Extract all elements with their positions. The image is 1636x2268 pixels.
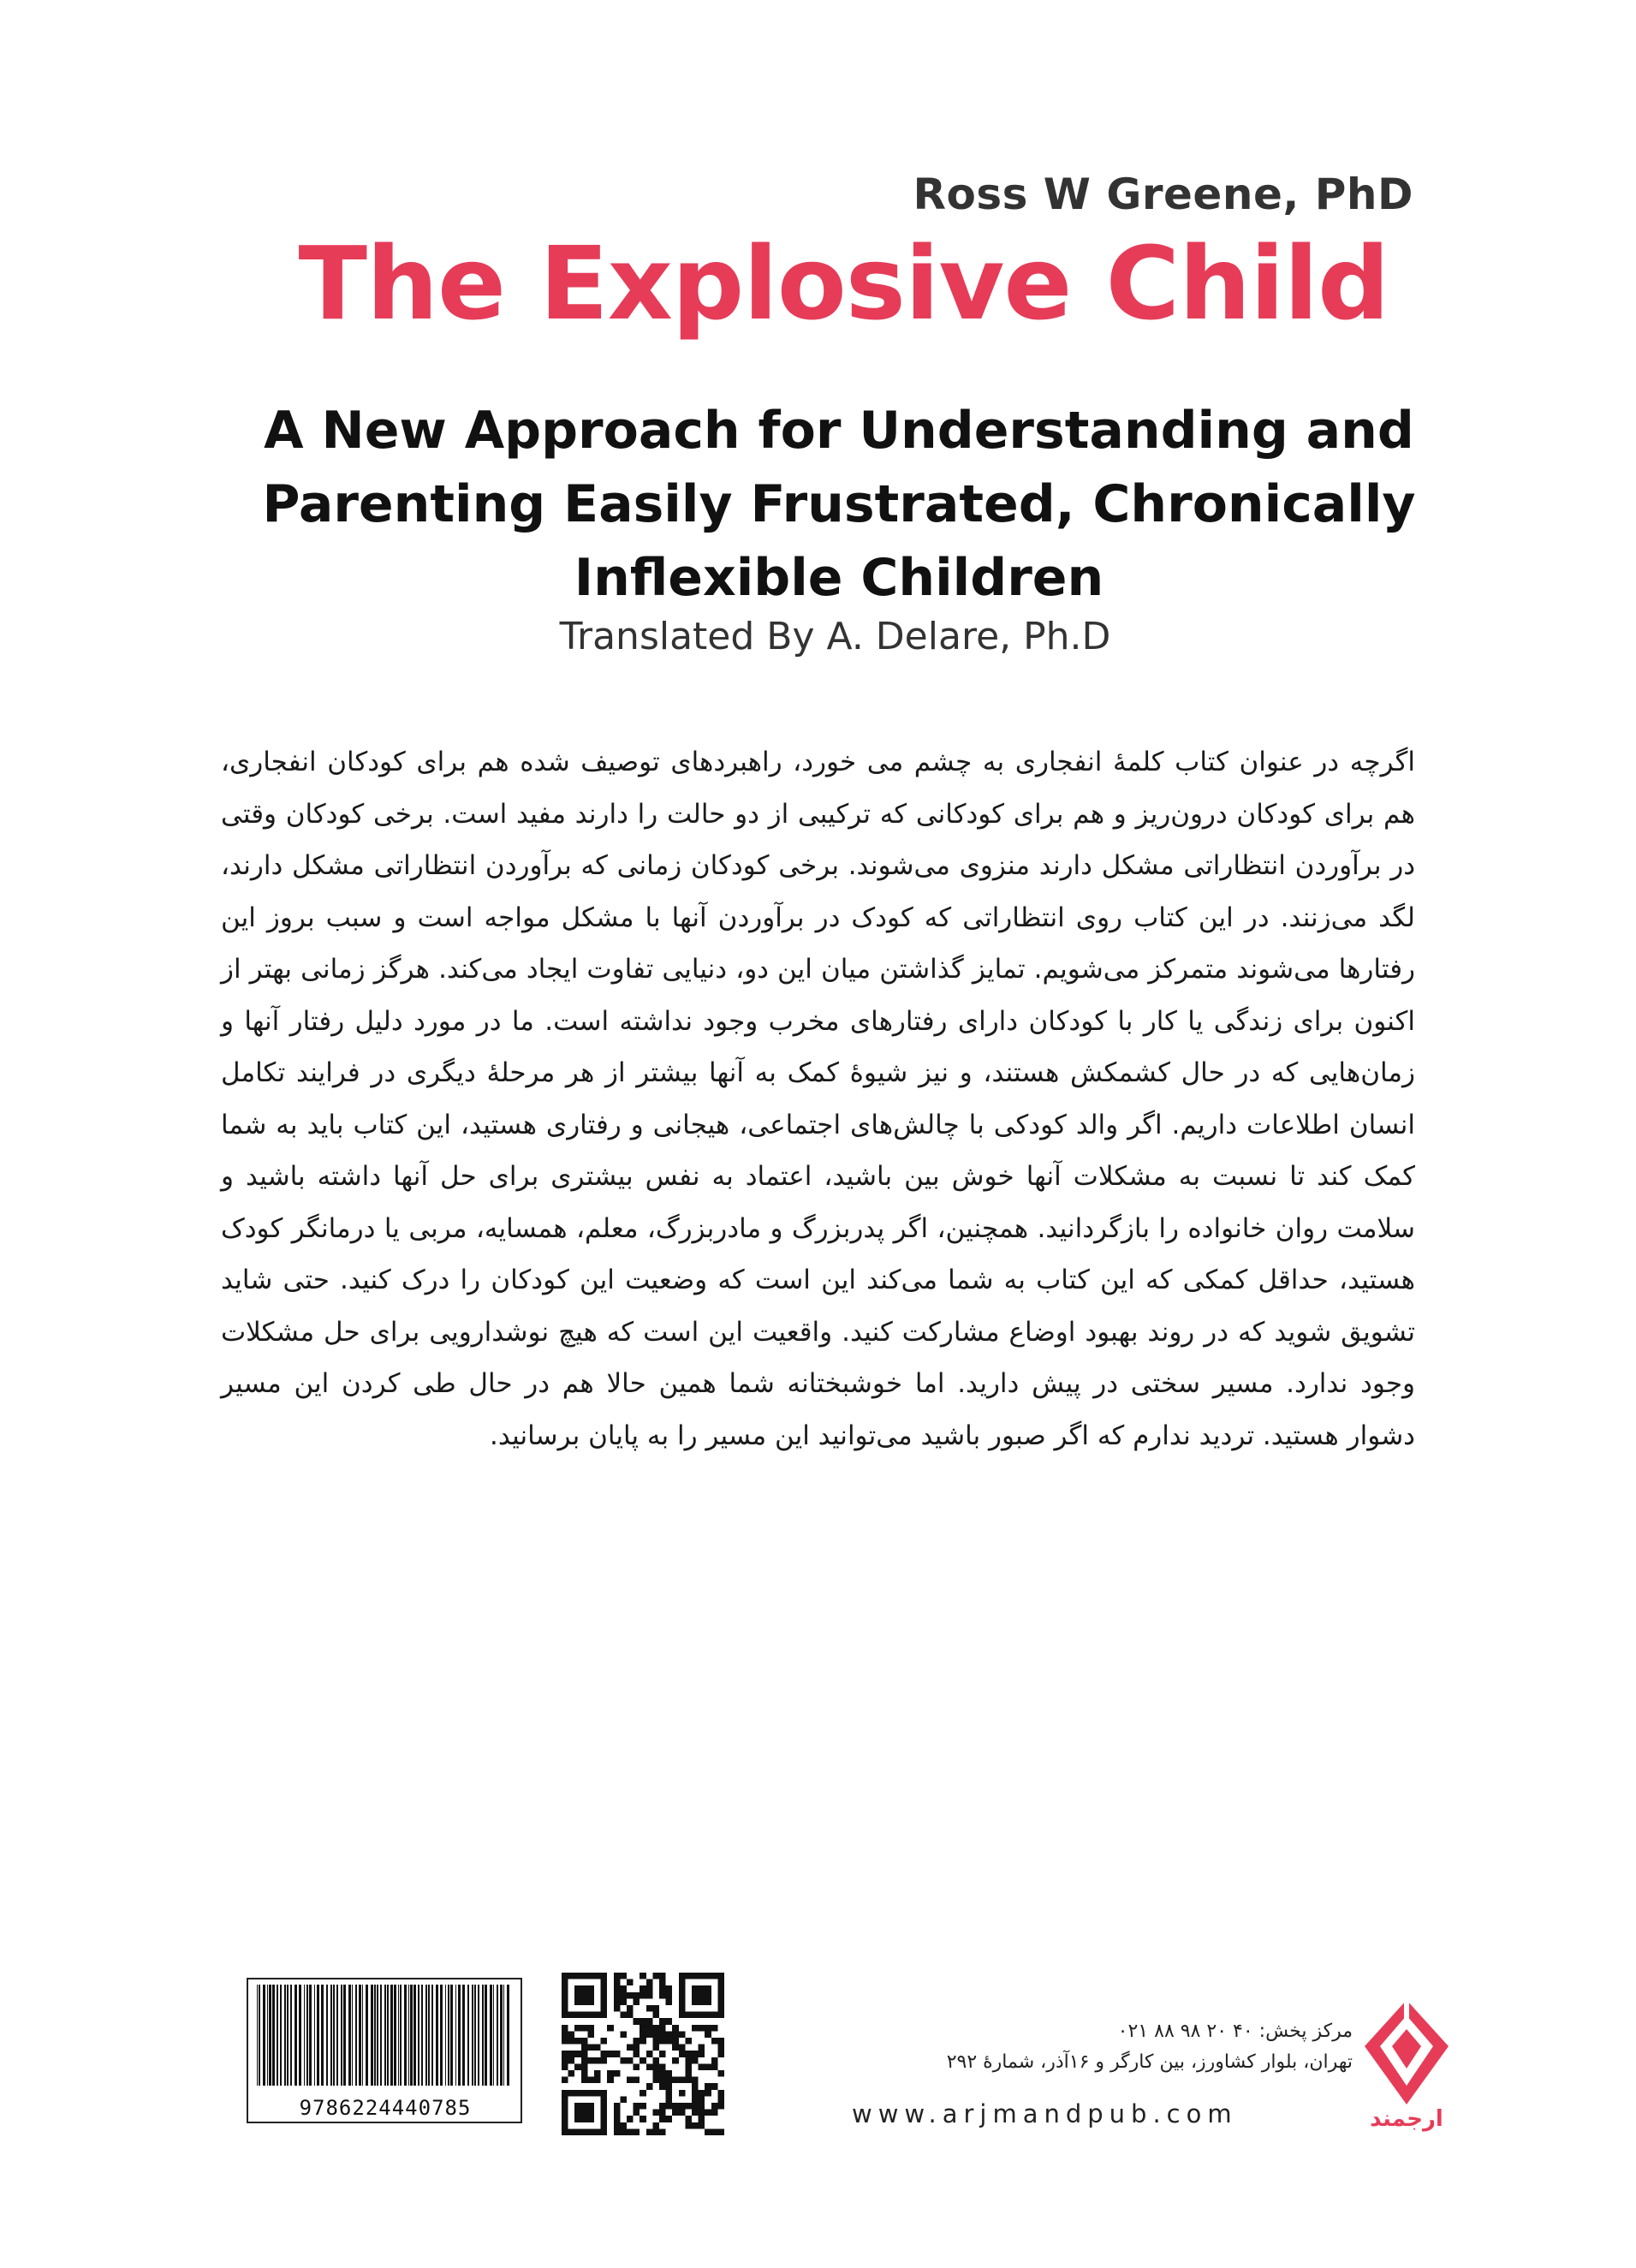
blurb-paragraph: اگرچه در عنوان کتاب کلمهٔ انفجاری به چشم می خورد، راهبردهای توصیف شده هم برای کودکان انفجاری، هم برای کودکان درون‌ریز و هم برای کودکانی که ترکیبی از دو حالت را دارند مفید است. برخی کودکان وقتی در برآوردن انتظاراتی مشکل دارند منزوی می‌شوند. برخی کودکان زمانی که برآوردن انتظاراتی مشکل دارند، لگد می‌زنند. در این کتاب روی انتظاراتی که کودک در برآوردن آنها با مشکل مواجه است و سبب بروز این رفتارها می‌شوند متمرکز می‌شویم. تمایز گذاشتن میان این دو، دنیایی تفاوت ایجاد می‌کند. هرگز زمانی بهتر از اکنون برای زندگی یا کار با کودکان دارای رفتارهای مخرب وجود نداشته است. ما در مورد دلیل رفتار آنها و زمان‌هایی که در حال کشمکش هستند، و نیز شیوهٔ کمک به آنها بیشتر از هر مرحلهٔ دیگری در فرایند تکامل انسان اطلاعات داریم. اگر والد کودکی با چالش‌های اجتماعی، هیجانی و رفتاری هستید، این کتاب باید به شما کمک کند تا نسبت به مشکلات آنها خوش بین باشید، اعتماد به نفس بیشتری برای حل آنها داشته باشید و سلامت روان خانواده را بازگردانید. همچنین، اگر پدربزرگ و مادربزرگ، معلم، همسایه، مربی یا درمانگر کودک هستید، حداقل کمکی که این کتاب به شما می‌کند این است که وضعیت این کودکان را درک کنید. حتی شاید تشویق شوید که در روند بهبود اوضاع مشارکت کنید. واقعیت این است که هیچ نوشدارویی برای حل مشکلات وجود ندارد. مسیر سختی در پیش دارید. اما خوشبختانه شما همین حالا هم در حال طی کردن این مسیر دشوار هستید. تردید ندارم که اگر صبور باشید می‌توانید این مسیر را به پایان برسانید. — [221, 747, 1415, 1451]
subtitle-line: A New Approach for Understanding and — [264, 401, 1414, 461]
book-subtitle — [205, 394, 1472, 615]
author-name: Ross W Greene, PhD — [913, 170, 1413, 219]
blurb-text — [221, 736, 1415, 1461]
qr-code-icon — [562, 1973, 724, 2135]
publisher-website: www.arjmandpub.com — [852, 2099, 1238, 2128]
translator-credit: Translated By A. Delare, Ph.D — [559, 615, 1111, 658]
publisher-address: تهران، بلوار کشاورز، بین کارگر و ۱۶آذر، شمارهٔ ۲۹۲ — [946, 2051, 1353, 2073]
distribution-phone: مرکز پخش: ۴۰ ۲۰ ۹۸ ۸۸ ۰۲۱ — [1117, 2021, 1353, 2042]
isbn-number: 9786224440785 — [299, 2096, 472, 2120]
subtitle-line: Parenting Easily Frustrated, Chronically — [262, 474, 1416, 534]
publisher-logo-text: ارجمند — [1370, 2106, 1443, 2132]
publisher-contact — [839, 2016, 1353, 2078]
subtitle-line: Inflexible Children — [574, 548, 1104, 608]
barcode-icon — [253, 1985, 515, 2086]
book-title: The Explosive Child — [298, 224, 1389, 342]
arjmand-logo-icon — [1359, 1997, 1454, 2108]
isbn-barcode — [247, 1978, 522, 2123]
